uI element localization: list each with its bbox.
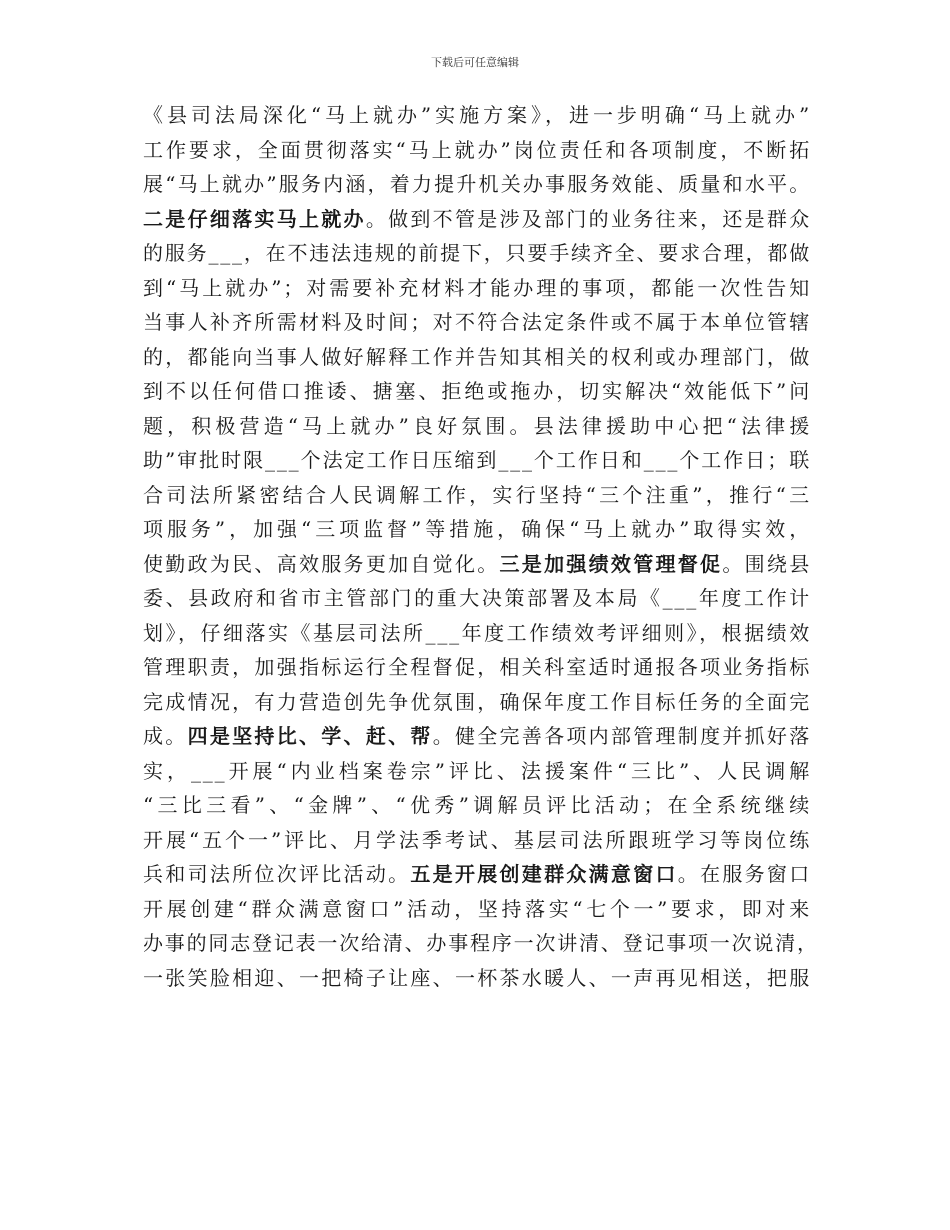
text-run: 兵和司法所位次评比活动。 bbox=[143, 862, 411, 886]
text-run: 到“马上就办”；对需要补充材料才能办理的事项，都能一次性告知 bbox=[143, 275, 811, 300]
paragraph-line bbox=[143, 961, 811, 996]
text-run: 。做到不管是涉及部门的业务往来，还是群众 bbox=[365, 206, 811, 231]
paragraph-line bbox=[143, 788, 811, 823]
text-run: 一张笑脸相迎、一把椅子让座、一杯茶水暖人、一声再见相送，把服 bbox=[143, 965, 811, 990]
page-header: 下载后可任意编辑 bbox=[431, 56, 519, 69]
text-run: 。健全完善各项内部管理制度并抓好落 bbox=[432, 724, 811, 748]
bold-heading: 三是加强绩效管理督促 bbox=[499, 551, 723, 576]
text-run: 完成情况，有力营造创先争优氛围，确保年度工作目标任务的全面完 bbox=[143, 689, 811, 714]
bold-heading: 四是坚持比、学、赶、帮 bbox=[187, 724, 433, 748]
paragraph-line bbox=[143, 512, 811, 547]
text-run: 的，都能向当事人做好解释工作并告知其相关的权利或办理部门，做 bbox=[143, 344, 811, 369]
paragraph-line bbox=[143, 547, 811, 582]
paragraph-line bbox=[143, 167, 811, 202]
text-run: 办事的同志登记表一次给清、办事程序一次讲清、登记事项一次说清， bbox=[143, 931, 819, 955]
paragraph-line bbox=[143, 581, 811, 616]
paragraph-line bbox=[143, 754, 811, 789]
paragraph-line bbox=[143, 443, 811, 478]
text-run: 项服务”，加强“三项监督”等措施，确保“马上就办”取得实效， bbox=[143, 517, 811, 541]
text-run: 的服务___，在不违法违规的前提下，只要手续齐全、要求合理，都做 bbox=[143, 241, 811, 265]
paragraph-line bbox=[143, 305, 811, 340]
paragraph-line bbox=[143, 823, 811, 858]
text-run: 管理职责，加强指标运行全程督促，相关科室适时通报各项业务指标 bbox=[143, 655, 811, 679]
text-run: 。围绕县 bbox=[722, 551, 811, 576]
paragraph-line bbox=[143, 478, 811, 513]
paragraph-line bbox=[143, 892, 811, 927]
text-run: 当事人补齐所需材料及时间；对不符合法定条件或不属于本单位管辖 bbox=[143, 310, 811, 334]
text-run: 成。 bbox=[143, 724, 188, 748]
paragraph-line bbox=[143, 271, 811, 306]
text-run: “三比三看”、“金牌”、“优秀”调解员评比活动；在全系统继续 bbox=[143, 793, 811, 817]
paragraph-line bbox=[143, 133, 811, 168]
text-run: 工作要求，全面贯彻落实“马上就办”岗位责任和各项制度，不断拓 bbox=[143, 137, 811, 162]
bold-heading: 二是仔细落实马上就办 bbox=[143, 206, 366, 231]
text-run: 开展创建“群众满意窗口”活动，坚持落实“七个一”要求，即对来 bbox=[143, 896, 811, 921]
document-body bbox=[143, 98, 819, 995]
paragraph-line bbox=[143, 374, 811, 409]
text-run: 开展“五个一”评比、月学法季考试、基层司法所跟班学习等岗位练 bbox=[143, 827, 811, 852]
text-run: 划》，仔细落实《基层司法所___年度工作绩效考评细则》，根据绩效 bbox=[143, 620, 811, 645]
text-run: 合司法所紧密结合人民调解工作，实行坚持“三个注重”，推行“三 bbox=[143, 482, 811, 507]
text-run: 到不以任何借口推诿、搪塞、拒绝或拖办，切实解决“效能低下”问 bbox=[143, 379, 811, 403]
text-run: 《县司法局深化“马上就办”实施方案》，进一步明确“马上就办” bbox=[143, 103, 811, 127]
paragraph-line bbox=[143, 926, 819, 961]
paragraph-line bbox=[143, 98, 811, 133]
paragraph-line bbox=[143, 409, 811, 444]
text-run: 题，积极营造“马上就办”良好氛围。县法律援助中心把“法律援 bbox=[143, 413, 811, 438]
text-run: 实，___开展“内业档案卷宗”评比、法援案件“三比”、人民调解 bbox=[143, 758, 811, 783]
paragraph-line bbox=[143, 202, 811, 237]
text-run: 使勤政为民、高效服务更加自觉化。 bbox=[143, 551, 500, 576]
paragraph-line bbox=[143, 857, 811, 892]
text-run: 展“马上就办”服务内涵，着力提升机关办事服务效能、质量和水平。 bbox=[143, 172, 811, 196]
text-run: 助”审批时限___个法定工作日压缩到___个工作日和___个工作日；联 bbox=[143, 448, 811, 472]
paragraph-line bbox=[143, 685, 811, 720]
paragraph-line bbox=[143, 616, 811, 651]
paragraph-line bbox=[143, 650, 811, 685]
paragraph-line bbox=[143, 236, 811, 271]
text-run: 。在服务窗口 bbox=[677, 862, 811, 886]
paragraph-line bbox=[143, 719, 811, 754]
bold-heading: 五是开展创建群众满意窗口 bbox=[410, 862, 678, 886]
text-run: 委、县政府和省市主管部门的重大决策部署及本局《___年度工作计 bbox=[143, 586, 811, 610]
paragraph-line bbox=[143, 340, 811, 375]
